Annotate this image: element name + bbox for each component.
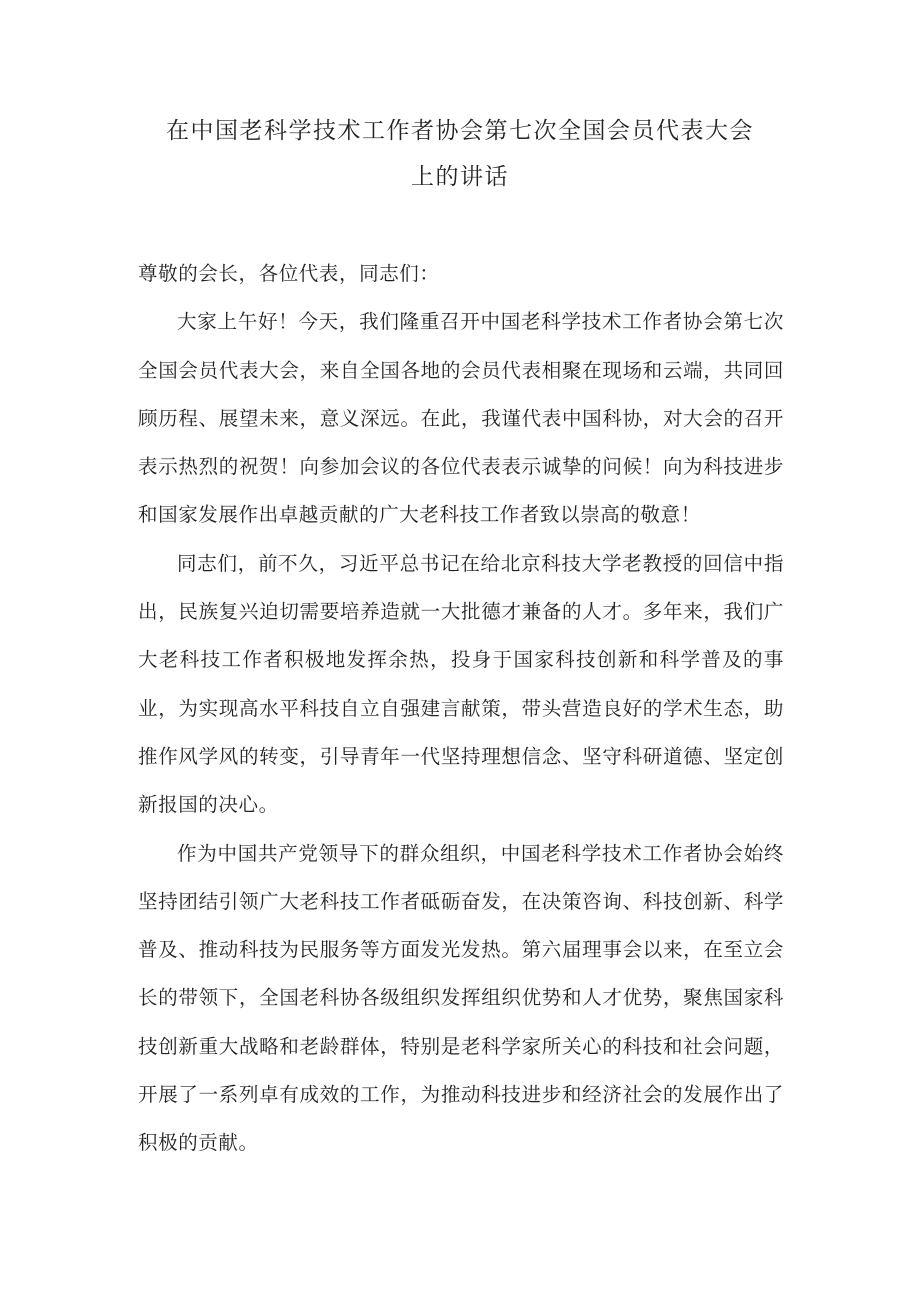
paragraph-1: 大家上午好！今天，我们隆重召开中国老科学技术工作者协会第七次全国会员代表大会，来自全国各地的会员代表相聚在现场和云端，共同回顾历程、展望未来，意义深远。在此，我谨代表中国科协，对大会的召开表示热烈的祝贺！向参加会议的各位代表表示诚挚的问候！向为科技进步和国家发展作出卓越贡献的广大老科技工作者致以崇高的敬意！	[138, 310, 784, 527]
title-line-1: 在中国老科学技术工作者协会第七次全国会员代表大会	[166, 118, 754, 144]
document-body	[138, 250, 784, 1168]
title-line-2: 上的讲话	[411, 164, 509, 190]
salutation: 尊敬的会长，各位代表，同志们：	[138, 262, 440, 285]
document-title	[120, 108, 800, 200]
paragraph-3: 作为中国共产党领导下的群众组织，中国老科学技术工作者协会始终坚持团结引领广大老科技工作者砥砺奋发，在决策咨询、科技创新、科学普及、推动科技为民服务等方面发光发热。第六届理事会以来，在至立会长的带领下，全国老科协各级组织发挥组织优势和人才优势，聚焦国家科技创新重大战略和老龄群体，特别是老科学家所关心的科技和社会问题，开展了一系列卓有成效的工作，为推动科技进步和经济社会的发展作出了积极的贡献。	[138, 841, 784, 1155]
paragraph-2: 同志们，前不久，习近平总书记在给北京科技大学老教授的回信中指出，民族复兴迫切需要培养造就一大批德才兼备的人才。多年来，我们广大老科技工作者积极地发挥余热，投身于国家科技创新和科学普及的事业，为实现高水平科技自立自强建言献策，带头营造良好的学术生态，助推作风学风的转变，引导青年一代坚持理想信念、坚守科研道德、坚定创新报国的决心。	[138, 551, 784, 817]
